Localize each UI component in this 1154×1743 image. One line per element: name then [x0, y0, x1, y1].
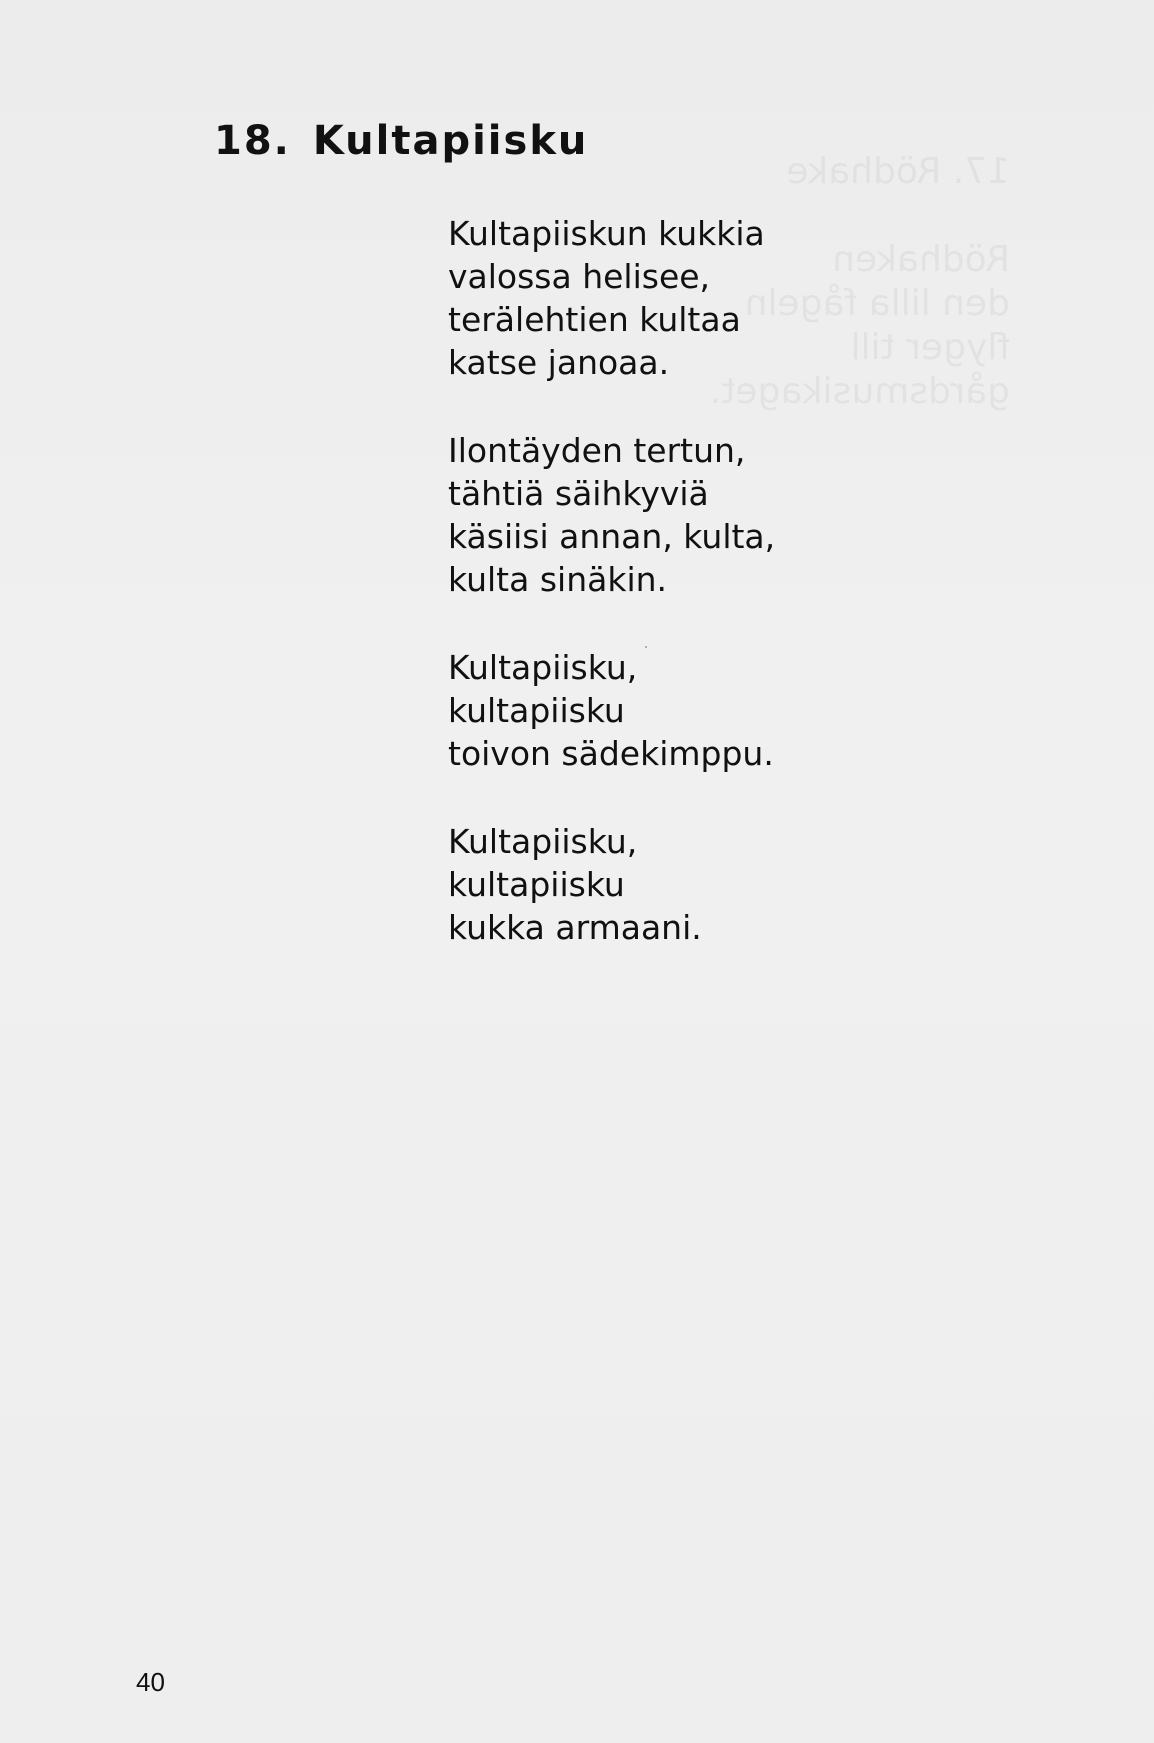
poem-line: Kultapiiskun kukkia: [448, 214, 765, 253]
stanza-3: [448, 646, 1068, 775]
poem-number: 18.: [214, 118, 291, 164]
poem-line: kultapiisku: [448, 865, 625, 904]
stanza-4: [448, 820, 1068, 949]
stanza-2: [448, 429, 1068, 601]
poem-line: Kultapiisku,: [448, 648, 638, 687]
poem-title: Kultapiisku: [312, 118, 589, 164]
poem-line: Kultapiisku,: [448, 822, 638, 861]
poem-body: [448, 212, 1068, 994]
poem-line: kukka armaani.: [448, 908, 702, 947]
poem-line: kultapiisku: [448, 691, 625, 730]
poem-line: kulta sinäkin.: [448, 560, 668, 599]
poem-line: toivon sädekimppu.: [448, 734, 774, 773]
poem-line: Ilontäyden tertun,: [448, 431, 746, 470]
poem-heading: [214, 118, 588, 164]
poem-line: valossa helisee,: [448, 257, 711, 296]
poem-line: terälehtien kultaa: [448, 300, 741, 339]
poem-line: katse janoaa.: [448, 343, 670, 382]
page-number: 40: [136, 1667, 165, 1697]
poem-line: tähtiä säihkyviä: [448, 474, 709, 513]
poem-line: käsiisi annan, kulta,: [448, 517, 776, 556]
stanza-1: [448, 212, 1068, 384]
